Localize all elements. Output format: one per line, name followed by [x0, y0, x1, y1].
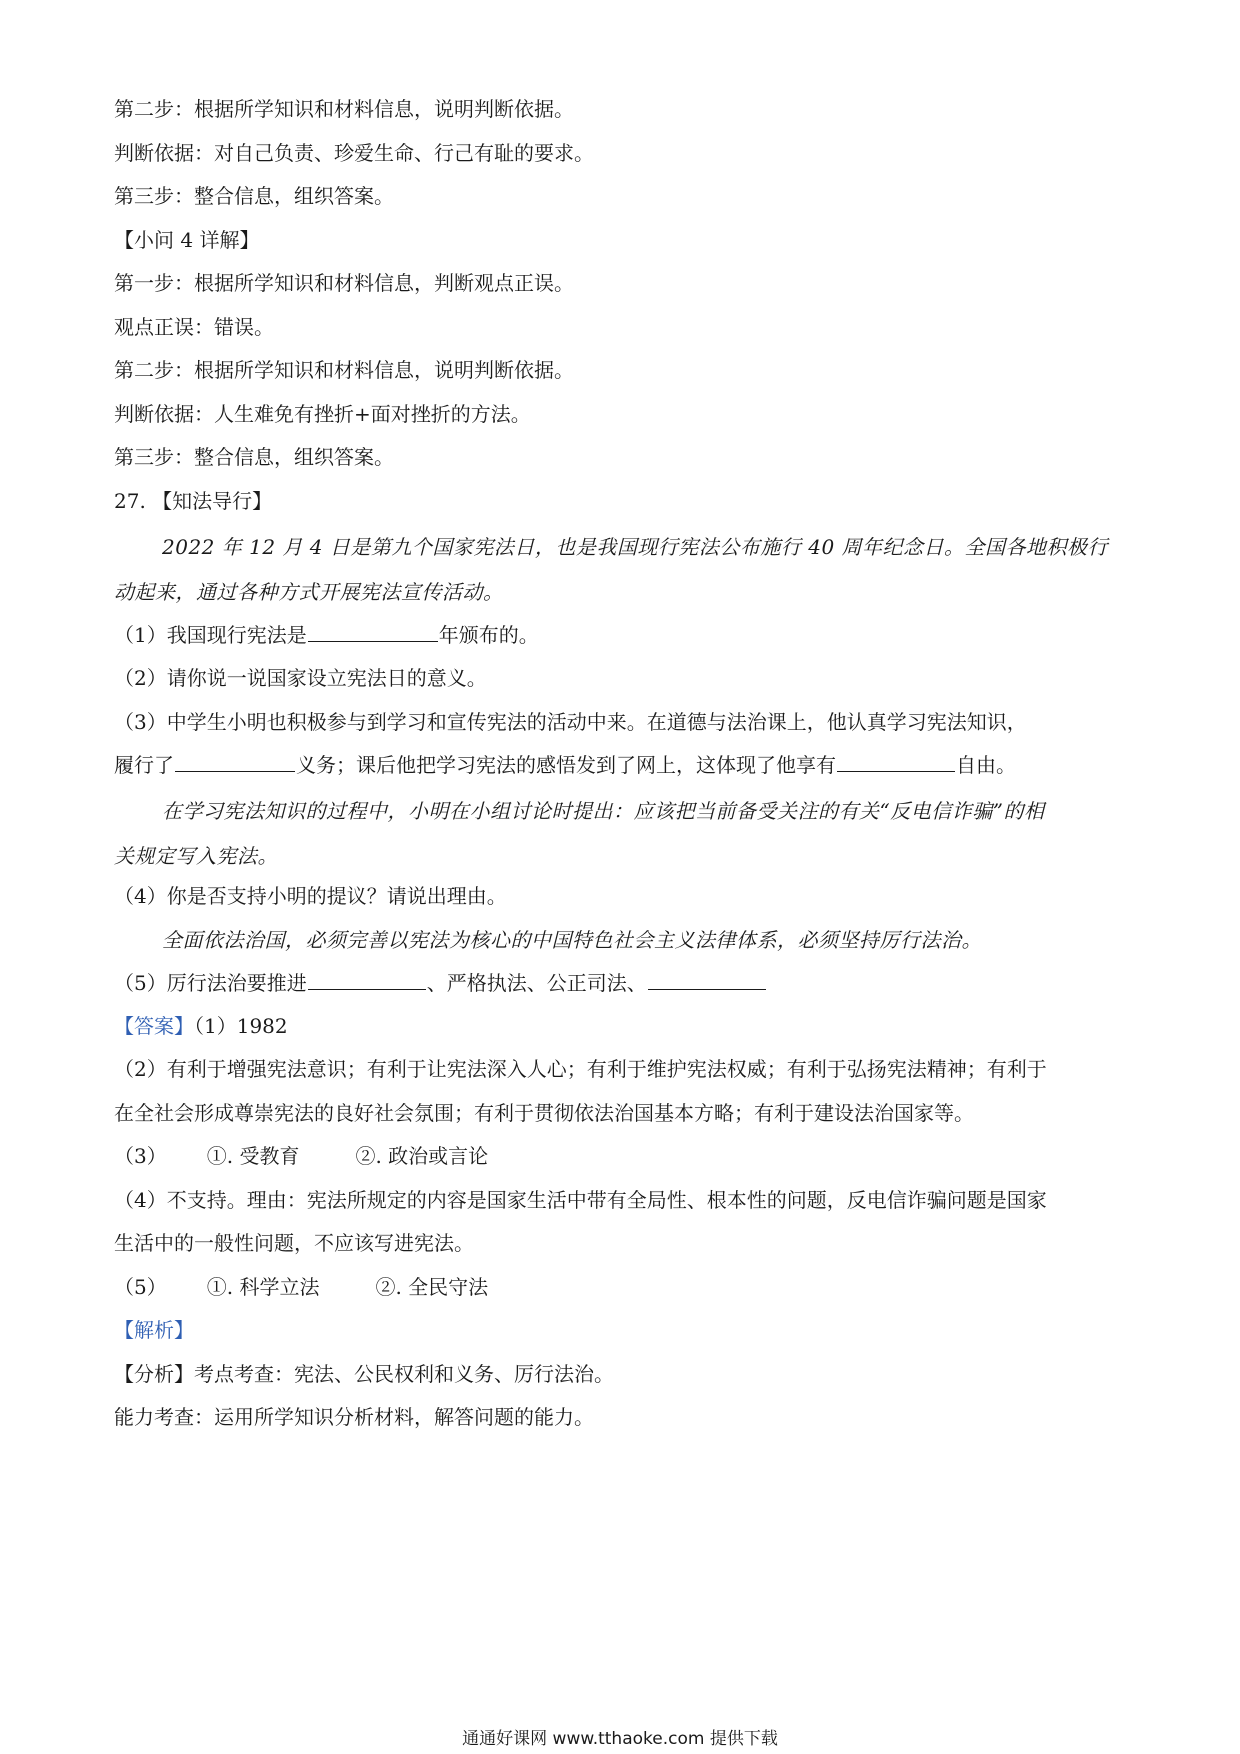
- step-2-line: 第二步：根据所学知识和材料信息，说明判断依据。: [114, 97, 574, 121]
- q1-text-b: 年颁布的。: [438, 623, 539, 647]
- answer-4-line-1: （4）不支持。理由：宪法所规定的内容是国家生活中带有全局性、根本性的问题，反电信诈骗问题是国家: [114, 1188, 1047, 1212]
- answer-3-item-1: ①. 受教育: [206, 1144, 300, 1168]
- step-2-line-b: 第二步：根据所学知识和材料信息，说明判断依据。: [114, 358, 574, 382]
- answer-2-line-2: 在全社会形成尊崇宪法的良好社会氛围；有利于贯彻依法治国基本方略；有利于建设法治国家等。: [114, 1101, 974, 1125]
- step-3-line-b: 第三步：整合信息，组织答案。: [114, 445, 394, 469]
- answer-3-num: （3）: [114, 1144, 167, 1168]
- answer-line-1: [114, 1012, 288, 1040]
- ability-line: 能力考查：运用所学知识分析材料，解答问题的能力。: [114, 1405, 594, 1429]
- basis-line-b: 判断依据：人生难免有挫折+面对挫折的方法。: [114, 402, 531, 426]
- answer-4-line-2: 生活中的一般性问题，不应该写进宪法。: [114, 1231, 474, 1255]
- viewpoint-line: 观点正误：错误。: [114, 315, 274, 339]
- material-2-line-2: 关规定写入宪法。: [114, 844, 278, 868]
- q5-text-b: 、严格执法、公正司法、: [426, 971, 647, 995]
- answer-5-num: （5）: [114, 1275, 167, 1299]
- sub-question-2: （2）请你说一说国家设立宪法日的意义。: [114, 666, 487, 690]
- q5-text-a: （5）厉行法治要推进: [114, 971, 307, 995]
- analysis-line: 【分析】考点考查：宪法、公民权利和义务、厉行法治。: [114, 1362, 614, 1386]
- sub-question-4: （4）你是否支持小明的提议？请说出理由。: [114, 884, 507, 908]
- answer-5: [114, 1273, 488, 1301]
- step-1-line: 第一步：根据所学知识和材料信息，判断观点正误。: [114, 271, 574, 295]
- q1-text-a: （1）我国现行宪法是: [114, 623, 307, 647]
- q3-text-b: 履行了: [114, 753, 174, 777]
- answer-2-line-1: （2）有利于增强宪法意识；有利于让宪法深入人心；有利于维护宪法权威；有利于弘扬宪法精神；有利于: [114, 1057, 1047, 1081]
- answer-5-item-2: ②. 全民守法: [375, 1275, 489, 1299]
- answer-label: 【答案】: [114, 1014, 194, 1038]
- sub-question-5: [114, 969, 767, 997]
- q1-blank[interactable]: [308, 621, 438, 642]
- q3-text-c: 义务；课后他把学习宪法的感悟发到了网上，这体现了他享有: [296, 753, 836, 777]
- material-1-line-1: 2022 年 12 月 4 日是第九个国家宪法日，也是我国现行宪法公布施行 40 周年纪念日。全国各地积极行: [162, 535, 1109, 559]
- material-1-line-2: 动起来，通过各种方式开展宪法宣传活动。: [114, 580, 504, 604]
- analysis-label: 【解析】: [114, 1318, 194, 1342]
- sub-question-3-line-2: [114, 751, 1016, 779]
- q5-blank-2[interactable]: [648, 969, 766, 990]
- q3-blank-2[interactable]: [837, 751, 955, 772]
- answer-1: （1）1982: [194, 1014, 288, 1038]
- answer-3: [114, 1142, 488, 1170]
- q5-blank-1[interactable]: [308, 969, 426, 990]
- material-2-line-1: 在学习宪法知识的过程中，小明在小组讨论时提出：应该把当前备受关注的有关“反电信诈骗”的相: [162, 799, 1045, 823]
- material-3-line: 全面依法治国，必须完善以宪法为核心的中国特色社会主义法律体系，必须坚持厉行法治。: [162, 928, 982, 952]
- q3-blank-1[interactable]: [175, 751, 295, 772]
- footer-watermark: 通通好课网 www.tthaoke.com 提供下载: [462, 1729, 778, 1749]
- answer-3-item-2: ②. 政治或言论: [355, 1144, 489, 1168]
- sub-question-1: [114, 621, 539, 649]
- q3-text-d: 自由。: [956, 753, 1016, 777]
- sub-question-3-line-1: （3）中学生小明也积极参与到学习和宣传宪法的活动中来。在道德与法治课上，他认真学习宪法知识，: [114, 710, 1027, 734]
- question-27-heading: 27. 【知法导行】: [114, 489, 273, 513]
- basis-line: 判断依据：对自己负责、珍爱生命、行己有耻的要求。: [114, 141, 594, 165]
- sub-question-4-heading: 【小问 4 详解】: [114, 228, 260, 252]
- answer-5-item-1: ①. 科学立法: [206, 1275, 320, 1299]
- step-3-line: 第三步：整合信息，组织答案。: [114, 184, 394, 208]
